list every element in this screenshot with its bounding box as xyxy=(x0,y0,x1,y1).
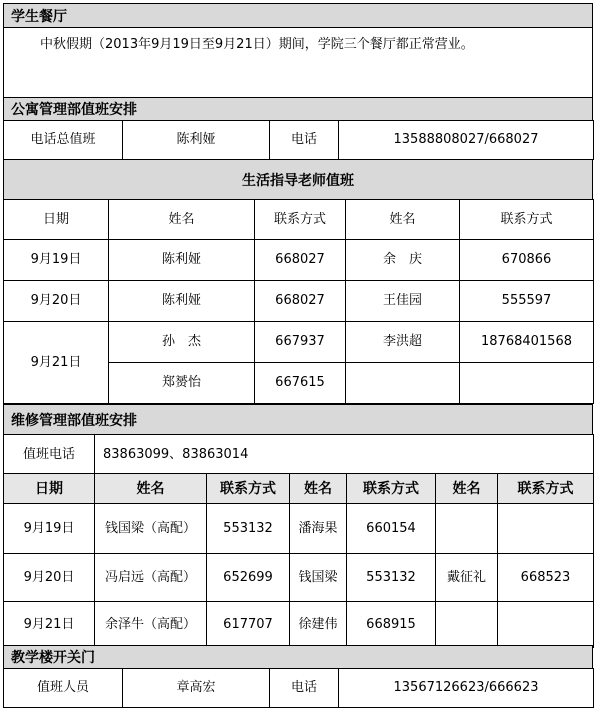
column-header: 姓名 xyxy=(290,474,347,504)
table-row xyxy=(4,602,594,648)
name-cell: 余 庆 xyxy=(346,240,460,281)
contact-cell: 668915 xyxy=(347,602,436,648)
contact-cell: 553132 xyxy=(207,504,290,554)
contact-cell: 667615 xyxy=(255,363,346,404)
date-cell: 9月21日 xyxy=(4,322,109,404)
section-header-teaching: 教学楼开关门 xyxy=(3,645,593,669)
apartment-phone-label: 电话 xyxy=(270,121,339,160)
maintenance-phone-table xyxy=(3,434,594,475)
contact-cell xyxy=(498,602,594,648)
contact-cell: 553132 xyxy=(347,554,436,602)
contact-cell: 652699 xyxy=(207,554,290,602)
column-header: 联系方式 xyxy=(498,474,594,504)
name-cell xyxy=(436,504,498,554)
column-header: 联系方式 xyxy=(207,474,290,504)
apartment-phone-value: 13588808027/668027 xyxy=(339,121,594,160)
section-header-advisors: 生活指导老师值班 xyxy=(3,159,593,200)
column-header: 姓名 xyxy=(436,474,498,504)
table-row xyxy=(4,121,594,160)
name-cell xyxy=(436,602,498,648)
contact-cell xyxy=(498,504,594,554)
contact-cell: 667937 xyxy=(255,322,346,363)
column-header: 联系方式 xyxy=(255,200,346,240)
table-row xyxy=(4,322,594,363)
apartment-duty-name: 陈利娅 xyxy=(123,121,270,160)
name-cell: 郑赟怡 xyxy=(109,363,255,404)
table-row xyxy=(4,435,594,475)
contact-cell: 668027 xyxy=(255,240,346,281)
teaching-table xyxy=(3,668,594,708)
table-header-row xyxy=(4,474,594,504)
column-header: 姓名 xyxy=(346,200,460,240)
name-cell: 李洪超 xyxy=(346,322,460,363)
name-cell xyxy=(346,363,460,404)
name-cell: 孙 杰 xyxy=(109,322,255,363)
date-cell: 9月20日 xyxy=(4,281,109,322)
date-cell: 9月20日 xyxy=(4,554,95,602)
contact-cell: 555597 xyxy=(460,281,594,322)
contact-cell: 18768401568 xyxy=(460,322,594,363)
name-cell: 钱国梁（高配） xyxy=(95,504,207,554)
table-row xyxy=(4,669,594,708)
column-header: 联系方式 xyxy=(460,200,594,240)
advisors-table xyxy=(3,199,594,404)
section-header-apartment: 公寓管理部值班安排 xyxy=(3,97,593,121)
column-header: 姓名 xyxy=(109,200,255,240)
contact-cell: 668523 xyxy=(498,554,594,602)
date-cell: 9月21日 xyxy=(4,602,95,648)
column-header: 姓名 xyxy=(95,474,207,504)
column-header: 日期 xyxy=(4,200,109,240)
name-cell: 徐建伟 xyxy=(290,602,347,648)
table-header-row xyxy=(4,200,594,240)
section-header-maintenance: 维修管理部值班安排 xyxy=(3,404,593,435)
name-cell: 陈利娅 xyxy=(109,281,255,322)
teaching-phone-label: 电话 xyxy=(270,669,339,708)
name-cell: 冯启远（高配） xyxy=(95,554,207,602)
table-row xyxy=(4,281,594,322)
canteen-notice: 中秋假期（2013年9月19日至9月21日）期间，学院三个餐厅都正常营业。 xyxy=(3,27,593,98)
teaching-phone-value: 13567126623/666623 xyxy=(339,669,594,708)
maintenance-table xyxy=(3,473,594,648)
name-cell: 余泽牛（高配） xyxy=(95,602,207,648)
date-cell: 9月19日 xyxy=(4,240,109,281)
name-cell: 戴征礼 xyxy=(436,554,498,602)
table-row xyxy=(4,554,594,602)
teaching-duty-label: 值班人员 xyxy=(4,669,123,708)
contact-cell: 617707 xyxy=(207,602,290,648)
name-cell: 钱国梁 xyxy=(290,554,347,602)
date-cell: 9月19日 xyxy=(4,504,95,554)
name-cell: 陈利娅 xyxy=(109,240,255,281)
table-row xyxy=(4,504,594,554)
apartment-table xyxy=(3,120,594,160)
column-header: 日期 xyxy=(4,474,95,504)
teaching-duty-name: 章高宏 xyxy=(123,669,270,708)
maintenance-phone-label: 值班电话 xyxy=(4,435,95,475)
name-cell: 潘海果 xyxy=(290,504,347,554)
section-header-canteen: 学生餐厅 xyxy=(3,3,593,28)
apartment-duty-label: 电话总值班 xyxy=(4,121,123,160)
contact-cell: 670866 xyxy=(460,240,594,281)
table-row xyxy=(4,240,594,281)
contact-cell: 660154 xyxy=(347,504,436,554)
maintenance-phone-value: 83863099、83863014 xyxy=(95,435,594,475)
contact-cell xyxy=(460,363,594,404)
contact-cell: 668027 xyxy=(255,281,346,322)
column-header: 联系方式 xyxy=(347,474,436,504)
name-cell: 王佳园 xyxy=(346,281,460,322)
